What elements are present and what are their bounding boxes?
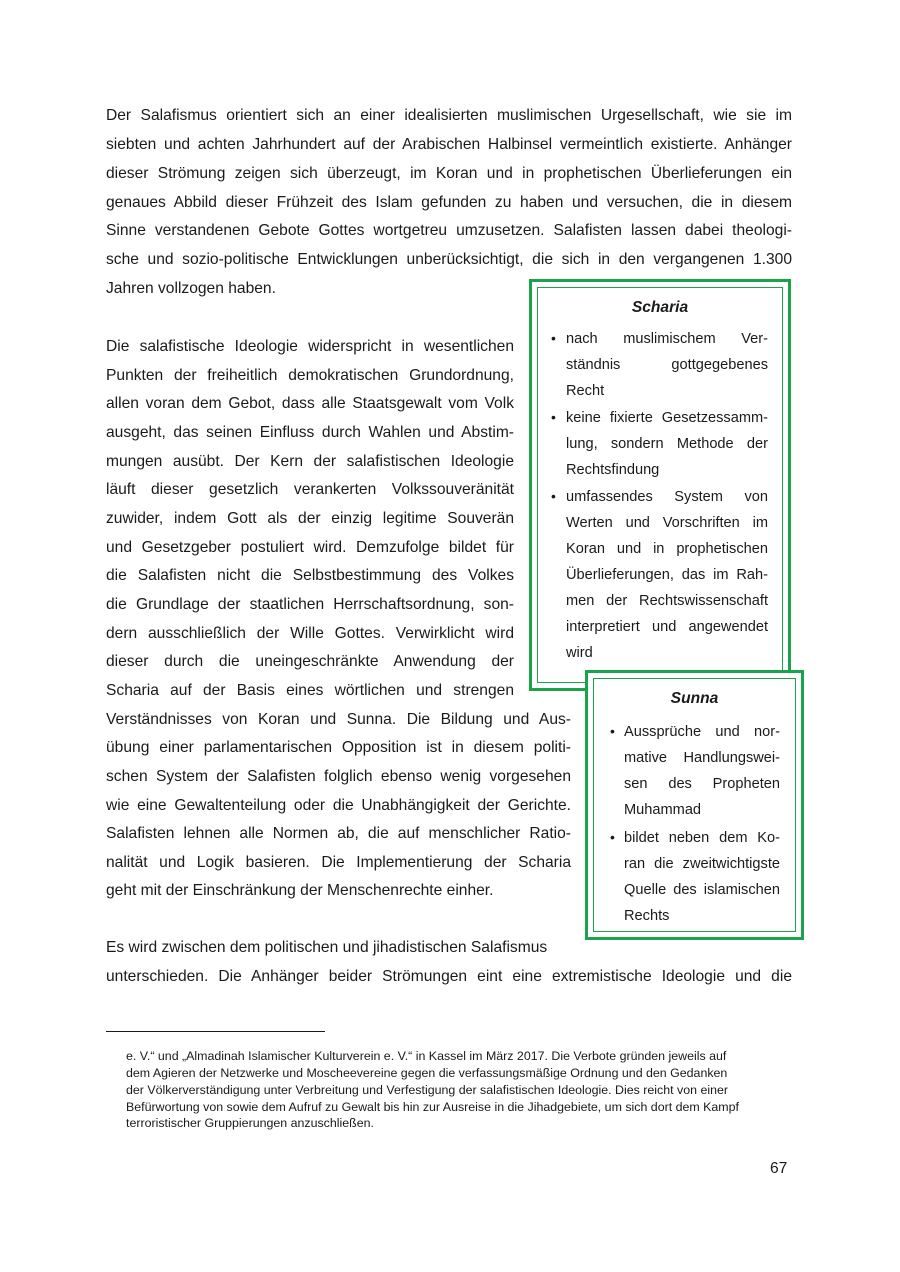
text-line: dern ausschließlich der Wille Gottes. Verwirklicht wird <box>106 625 514 642</box>
text-line: läuft dieser gesetzlich verankerten Volkssouveränität <box>106 481 514 498</box>
footnote-line: e. V.“ und „Almadinah Islamischer Kulturverein e. V.“ in Kassel im März 2017. Die Verbote gründen jeweils auf <box>126 1049 727 1063</box>
sunna-info-box <box>585 670 804 940</box>
box-text-line: Werten und Vorschriften im <box>566 515 768 531</box>
bullet-icon: • <box>610 723 615 739</box>
text-line: ausgeht, das seinen Einfluss durch Wahlen und Abstim- <box>106 424 514 441</box>
box-text-line: lung, sondern Methode der <box>566 436 768 452</box>
text-line: geht mit der Einschränkung der Menschenrechte einher. <box>106 882 494 899</box>
text-line: nalität und Logik basieren. Die Implementierung der Scharia <box>106 854 571 871</box>
text-line: und Gesetzgeber postuliert wird. Demzufolge bildet für <box>106 539 514 556</box>
page-number: 67 <box>770 1160 788 1177</box>
text-line: Jahren vollzogen haben. <box>106 280 276 297</box>
text-line: genaues Abbild dieser Frühzeit des Islam gefunden zu haben und versuchen, die in diesem <box>106 194 792 211</box>
box-text-line: Aussprüche und nor- <box>624 724 780 740</box>
text-line: mungen ausübt. Der Kern der salafistischen Ideologie <box>106 453 514 470</box>
bullet-icon: • <box>551 330 556 346</box>
box-text-line: Überlieferungen, das im Rah- <box>566 567 768 583</box>
footnote-separator <box>106 1031 325 1032</box>
footnote-line: der Völkerverständigung unter Verbreitung und Verfestigung der salafistischen Ideologie. Dies reicht von einer <box>126 1083 728 1097</box>
box-text-line: sen des Propheten <box>624 776 780 792</box>
text-line: Es wird zwischen dem politischen und jihadistischen Salafismus <box>106 939 548 956</box>
text-line: die Grundlage der staatlichen Herrschaftsordnung, son- <box>106 596 514 613</box>
box-text-line: bildet neben dem Ko- <box>624 830 780 846</box>
text-line: übung einer parlamentarischen Opposition ist in diesem politi- <box>106 739 571 756</box>
bullet-icon: • <box>610 829 615 845</box>
box-text-line: Recht <box>566 383 605 399</box>
text-line: Punkten der freiheitlich demokratischen Grundordnung, <box>106 367 514 384</box>
text-line: Der Salafismus orientiert sich an einer idealisierten muslimischen Urgesellschaft, wie sie im <box>106 107 792 124</box>
text-line: Die salafistische Ideologie widerspricht in wesentlichen <box>106 338 514 355</box>
text-line: zuwider, indem Gott als der einzig legitime Souverän <box>106 510 514 527</box>
text-line: die Salafisten nicht die Selbstbestimmung des Volkes <box>106 567 514 584</box>
box-text-line: men der Rechtswissenschaft <box>566 593 768 609</box>
box-text-line: Koran und in prophetischen <box>566 541 768 557</box>
footnote-line: Befürwortung von sowie dem Aufruf zu Gewalt bis hin zur Ausreise in die Jihadgebiete, um sich dort dem Kampf <box>126 1100 739 1114</box>
box-text-line: mative Handlungswei- <box>624 750 780 766</box>
text-line: schen System der Salafisten folglich ebenso wenig vorgesehen <box>106 768 571 785</box>
text-line: siebten und achten Jahrhundert auf der Arabischen Halbinsel vermeintlich existierte. Anhänger <box>106 136 792 153</box>
box-text-line: nach muslimischem Ver- <box>566 331 768 347</box>
text-line: wie eine Gewaltenteilung oder die Unabhängigkeit der Gerichte. <box>106 797 571 814</box>
text-line: allen voran dem Gebot, dass alle Staatsgewalt vom Volk <box>106 395 514 412</box>
box-text-line: interpretiert und angewendet <box>566 619 768 635</box>
box-text-line: Muhammad <box>624 802 702 818</box>
text-line: Sinne verstandenen Gebote Gottes wortgetreu umzusetzen. Salafisten lassen dabei theologi- <box>106 222 792 239</box>
footnote-line: dem Agieren der Netzwerke und Moscheevereine gegen die verfassungsmäßige Ordnung und den Gedanken <box>126 1066 728 1080</box>
bullet-icon: • <box>551 488 556 504</box>
text-line: dieser Strömung zeigen sich überzeugt, im Koran und in prophetischen Überlieferungen ein <box>106 165 792 182</box>
footnote-line: terroristischer Gruppierungen anzuschließen. <box>126 1116 374 1130</box>
bullet-icon: • <box>551 409 556 425</box>
box-text-line: ran die zweitwichtigste <box>624 856 780 872</box>
text-line: unterschieden. Die Anhänger beider Strömungen eint eine extremistische Ideologie und die <box>106 968 792 985</box>
box-text-line: ständnis gottgegebenes <box>566 357 768 373</box>
box-text-line: Rechtsfindung <box>566 462 660 478</box>
scharia-box-title: Scharia <box>631 299 689 316</box>
box-text-line: keine fixierte Gesetzessamm- <box>566 410 768 426</box>
box-text-line: umfassendes System von <box>566 489 768 505</box>
scharia-info-box <box>529 279 791 691</box>
box-text-line: wird <box>566 645 593 661</box>
box-text-line: Rechts <box>624 908 670 924</box>
sunna-box-title: Sunna <box>670 690 719 707</box>
text-line: dieser durch die uneingeschränkte Anwendung der <box>106 653 514 670</box>
text-line: Salafisten lehnen alle Normen ab, die auf menschlicher Ratio- <box>106 825 571 842</box>
box-text-line: Quelle des islamischen <box>624 882 780 898</box>
text-line: sche und sozio-politische Entwicklungen unberücksichtigt, die sich in den vergangenen 1.300 <box>106 251 792 268</box>
text-line: Verständnisses von Koran und Sunna. Die Bildung und Aus- <box>106 711 571 728</box>
text-line: Scharia auf der Basis eines wörtlichen und strengen <box>106 682 514 699</box>
